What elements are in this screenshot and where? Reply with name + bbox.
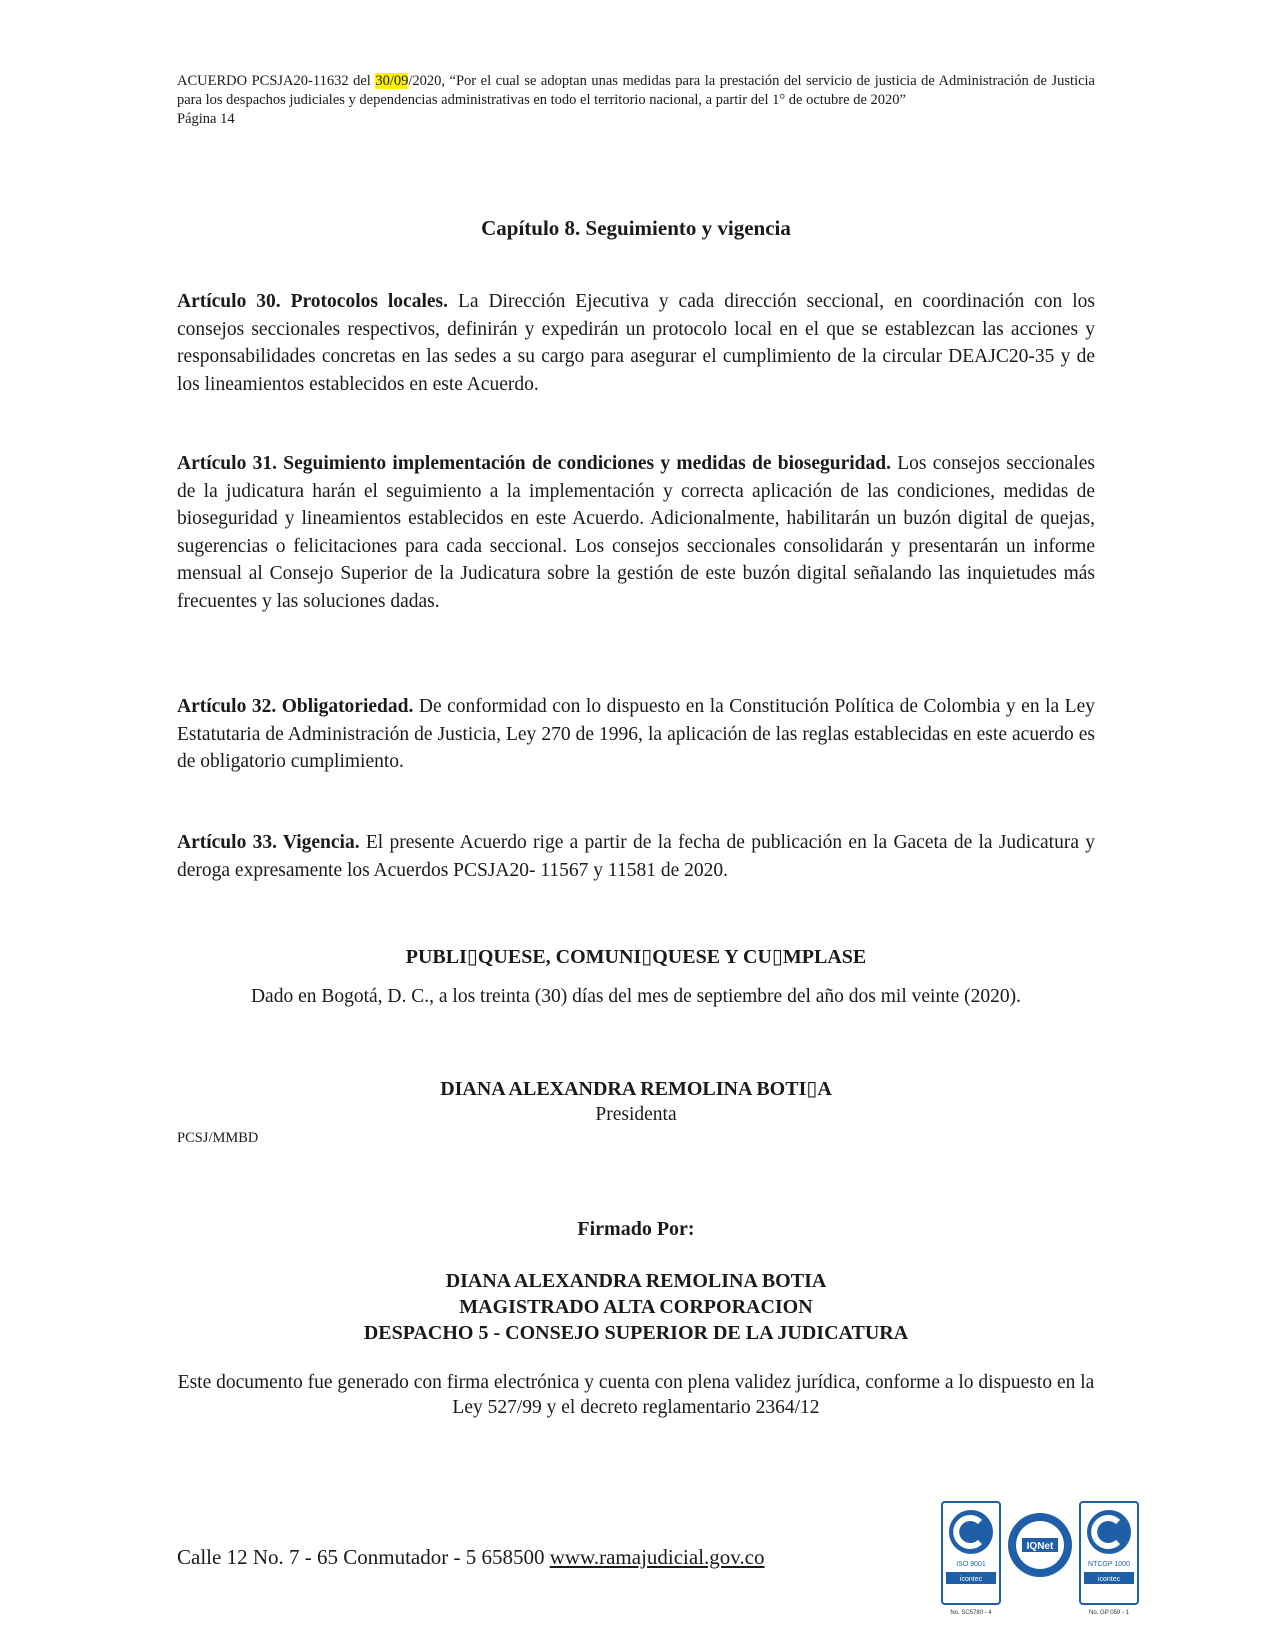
signer-role: Presidenta xyxy=(595,1104,677,1125)
svg-text:ISO 9001: ISO 9001 xyxy=(956,1561,986,1568)
signature-title: MAGISTRADO ALTA CORPORACION xyxy=(459,1296,813,1318)
article-heading: Artículo 31. Seguimiento implementación de condiciones y medidas de bioseguridad. xyxy=(177,453,891,474)
svg-text:icontec: icontec xyxy=(1097,1576,1121,1583)
svg-text:NTCGP 1000: NTCGP 1000 xyxy=(1088,1561,1130,1568)
article-31 xyxy=(177,450,1095,615)
article-heading: Artículo 33. Vigencia. xyxy=(177,832,360,853)
signature-office: DESPACHO 5 - CONSEJO SUPERIOR DE LA JUDICATURA xyxy=(363,1322,909,1344)
iso-9001-badge-icon xyxy=(942,1502,1000,1616)
article-heading: Artículo 30. Protocolos locales. xyxy=(177,291,448,312)
chapter-title: Capítulo 8. Seguimiento y vigencia xyxy=(481,216,791,240)
document-header xyxy=(177,72,1095,129)
signer-name: DIANA ALEXANDRA REMOLINA BOTI▯A xyxy=(440,1078,832,1100)
publiquese-heading: PUBLI▯QUESE, COMUNI▯QUESE Y CU▯MPLASE xyxy=(405,946,867,968)
page-footer xyxy=(177,1545,765,1570)
dado-en-text: Dado en Bogotá, D. C., a los treinta (30) días del mes de septiembre del año dos mil veinte (2020). xyxy=(250,986,1022,1007)
certification-logos xyxy=(940,1500,1140,1618)
article-33 xyxy=(177,829,1095,884)
website-link[interactable]: www.ramajudicial.gov.co xyxy=(549,1545,765,1569)
svg-text:No. GP 059 - 1: No. GP 059 - 1 xyxy=(1089,1610,1129,1616)
header-prefix: ACUERDO PCSJA20-11632 del xyxy=(177,73,376,89)
signature-name: DIANA ALEXANDRA REMOLINA BOTIA xyxy=(445,1270,827,1292)
signature-block xyxy=(177,1268,1095,1346)
iqnet-badge-icon xyxy=(1008,1513,1072,1577)
firmado-por-label: Firmado Por: xyxy=(577,1218,695,1240)
document-reference: PCSJ/MMBD xyxy=(177,1130,259,1146)
svg-text:icontec: icontec xyxy=(959,1576,983,1583)
header-suffix: /2020, “Por el cual se adoptan unas medidas para la prestación del servicio de justicia de Administración de Justicia para los despachos judiciales y dependencias administrativas en todo el territorio nacional, a partir del 1° de octubre de 2020” xyxy=(177,73,1095,108)
article-body: La Dirección Ejecutiva y cada dirección seccional, en coordinación con los consejos seccionales respectivos, definirán y expedirán un protocolo local en el que se establezcan las acciones y responsabilidades concretas en las sedes a su cargo para asegurar el cumplimiento de la circular DEAJC20-35 y de los lineamientos establecidos en este Acuerdo. xyxy=(177,291,1095,395)
ntcgp-1000-badge-icon xyxy=(1080,1502,1138,1616)
header-date-highlight: 30/09 xyxy=(375,73,409,89)
article-32 xyxy=(177,693,1095,776)
svg-text:IQNet: IQNet xyxy=(1026,1541,1054,1552)
article-body: Los consejos seccionales de la judicatura harán el seguimiento a la implementación y correcta aplicación de las condiciones, medidas de bioseguridad y lineamientos establecidos en este Acuerdo. Adicionalmente, habilitarán un buzón digital de quejas, sugerencias o felicitaciones para cada seccional. Los consejos seccionales consolidarán y presentarán un informe mensual al Consejo Superior de la Judicatura sobre la gestión de este buzón digital señalando las inquietudes más frecuentes y las soluciones dadas. xyxy=(177,453,1095,612)
article-body: El presente Acuerdo rige a partir de la fecha de publicación en la Gaceta de la Judicatura y deroga expresamente los Acuerdos PCSJA20- 11567 y 11581 de 2020. xyxy=(177,832,1095,881)
article-body: De conformidad con lo dispuesto en la Constitución Política de Colombia y en la Ley Estatutaria de Administración de Justicia, Ley 270 de 1996, la aplicación de las reglas establecidas en este acuerdo es de obligatorio cumplimiento. xyxy=(177,696,1096,772)
article-30 xyxy=(177,288,1095,398)
page-number: Página 14 xyxy=(177,111,235,127)
svg-text:No. SC5780 - 4: No. SC5780 - 4 xyxy=(950,1610,992,1616)
certification-badges-icon xyxy=(940,1500,1140,1618)
validity-note: Este documento fue generado con firma electrónica y cuenta con plena validez jurídica, conforme a lo dispuesto en la Ley 527/99 y el decreto reglamentario 2364/12 xyxy=(177,1372,1095,1418)
article-heading: Artículo 32. Obligatoriedad. xyxy=(177,696,414,717)
footer-address: Calle 12 No. 7 - 65 Conmutador - 5 658500 xyxy=(177,1545,550,1569)
